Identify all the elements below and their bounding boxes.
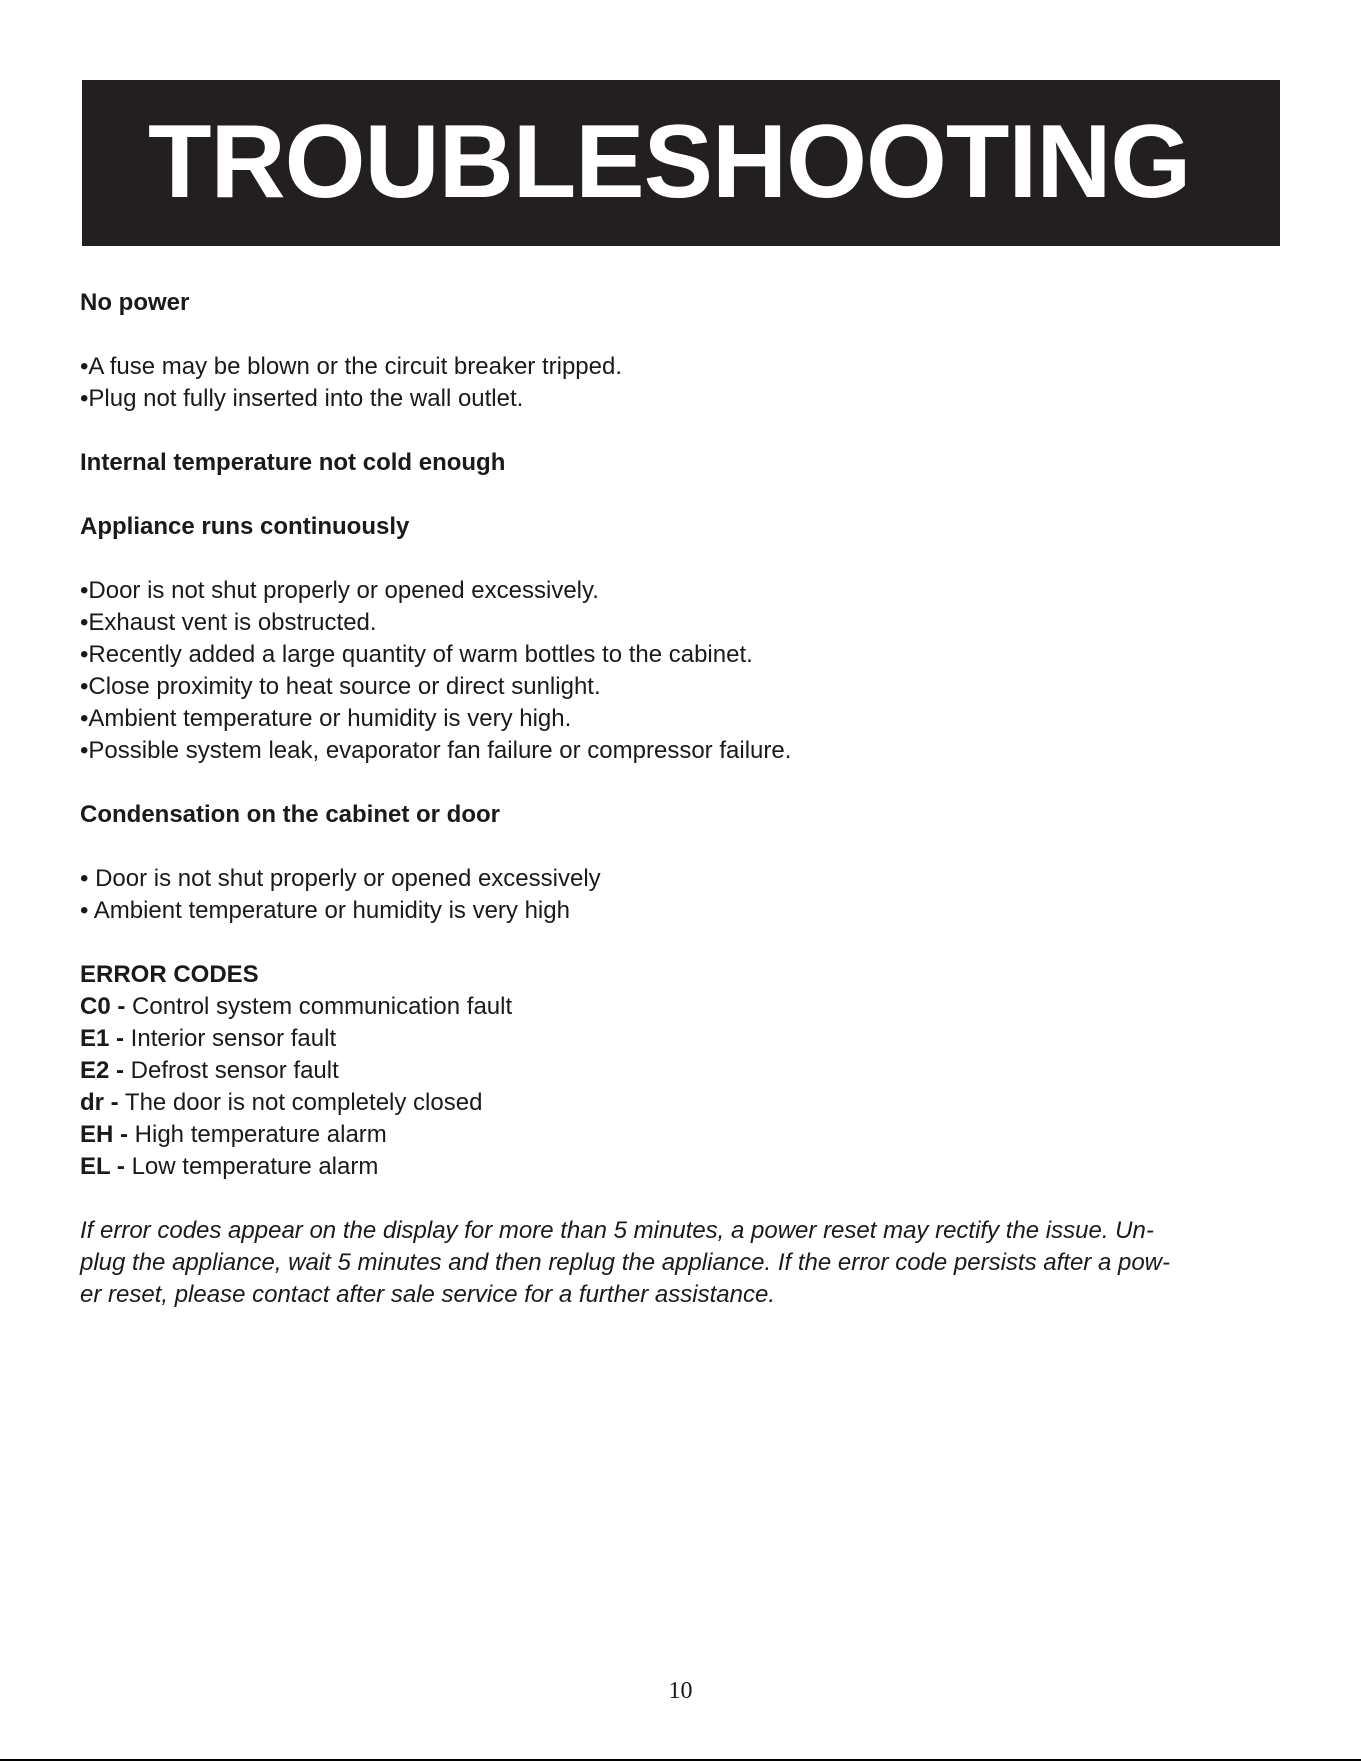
page-title: TROUBLESHOOTING — [148, 104, 1191, 220]
error-code-row — [80, 991, 1280, 1023]
error-code: EH - — [80, 1121, 128, 1148]
error-code: E2 - — [80, 1057, 125, 1084]
error-description: The door is not completely closed — [118, 1089, 483, 1116]
list-item: •Exhaust vent is obstructed. — [80, 609, 377, 636]
page-number: 10 — [668, 1678, 693, 1704]
list-item: •Door is not shut properly or opened excessively. — [80, 577, 599, 604]
error-code: EL - — [80, 1153, 125, 1180]
error-description: Control system communication fault — [125, 993, 513, 1020]
reset-note — [80, 1215, 1280, 1311]
section-heading-not-cold: Internal temperature not cold enough — [80, 449, 506, 476]
note-line: plug the appliance, wait 5 minutes and then replug the appliance. If the error code persists after a pow- — [80, 1249, 1170, 1276]
error-code: E1 - — [80, 1025, 125, 1052]
error-code-row — [80, 1087, 1280, 1119]
error-description: Defrost sensor fault — [124, 1057, 339, 1084]
list-item: •Possible system leak, evaporator fan failure or compressor failure. — [80, 737, 792, 764]
note-line: er reset, please contact after sale service for a further assistance. — [80, 1281, 775, 1308]
error-description: Low temperature alarm — [124, 1153, 379, 1180]
section-heading-runs-continuously: Appliance runs continuously — [80, 513, 410, 540]
error-code: C0 - — [80, 993, 126, 1020]
list-item: • Door is not shut properly or opened excessively — [80, 865, 601, 892]
list-item: •Close proximity to heat source or direct sunlight. — [80, 673, 601, 700]
title-banner — [82, 80, 1280, 246]
error-code-row — [80, 1119, 1280, 1151]
list-item: •Plug not fully inserted into the wall outlet. — [80, 385, 524, 412]
list-item: •A fuse may be blown or the circuit breaker tripped. — [80, 353, 623, 380]
list-item: •Recently added a large quantity of warm bottles to the cabinet. — [80, 641, 753, 668]
error-description: Interior sensor fault — [124, 1025, 337, 1052]
error-code: dr - — [80, 1089, 119, 1116]
error-code-row — [80, 1055, 1280, 1087]
section-heading-condensation: Condensation on the cabinet or door — [80, 801, 500, 828]
list-item: • Ambient temperature or humidity is very high — [80, 897, 570, 924]
error-code-row — [80, 1151, 1280, 1183]
list-item: •Ambient temperature or humidity is very high. — [80, 705, 572, 732]
error-description: High temperature alarm — [128, 1121, 387, 1148]
error-code-row — [80, 1023, 1280, 1055]
section-heading-error-codes: ERROR CODES — [80, 961, 259, 988]
section-heading-no-power: No power — [80, 289, 190, 316]
troubleshooting-content — [80, 287, 1280, 1311]
note-line: If error codes appear on the display for more than 5 minutes, a power reset may rectify the issue. Un- — [80, 1217, 1154, 1244]
